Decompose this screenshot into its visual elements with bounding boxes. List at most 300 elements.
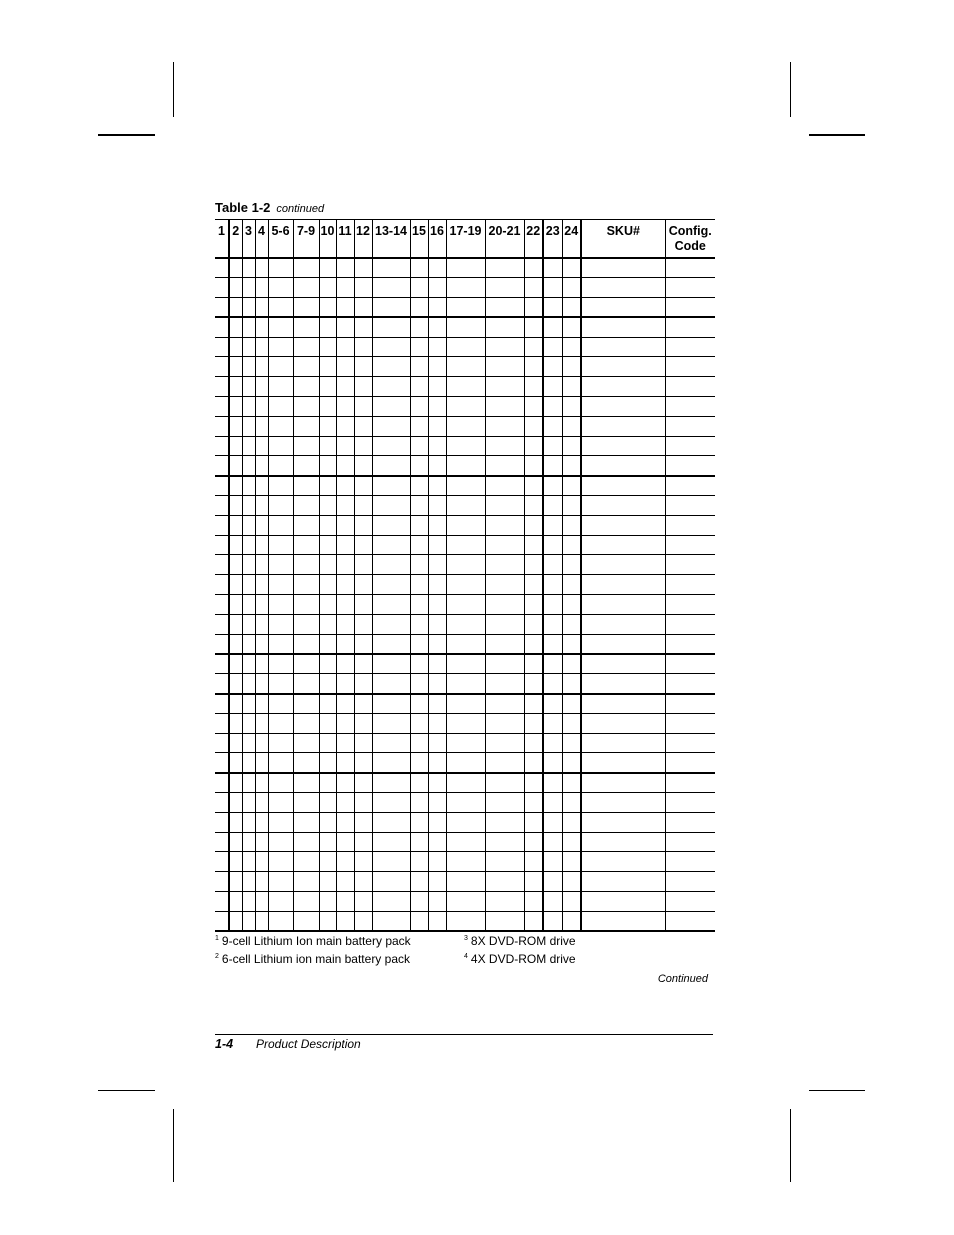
table-cell — [319, 892, 336, 912]
table-cell — [485, 634, 524, 654]
table-row — [215, 773, 715, 793]
table-cell — [336, 515, 354, 535]
table-cell — [215, 258, 229, 278]
table-cell — [372, 397, 410, 417]
table-cell — [255, 416, 268, 436]
table-cell — [524, 397, 543, 417]
table-cell — [543, 337, 562, 357]
table-cell — [336, 377, 354, 397]
table-cell — [336, 753, 354, 773]
table-cell — [410, 674, 428, 694]
table-cell — [665, 832, 715, 852]
table-cell — [543, 812, 562, 832]
column-header: 13-14 — [372, 220, 410, 259]
table-cell — [215, 575, 229, 595]
table-cell — [255, 397, 268, 417]
table-cell — [293, 614, 319, 634]
table-cell — [336, 614, 354, 634]
table-cell — [524, 317, 543, 337]
table-cell — [372, 733, 410, 753]
table-cell — [242, 892, 255, 912]
table-cell — [372, 614, 410, 634]
table-cell — [229, 832, 242, 852]
table-cell — [581, 357, 665, 377]
table-cell — [543, 753, 562, 773]
table-cell — [268, 278, 293, 298]
table-cell — [255, 852, 268, 872]
crop-mark — [809, 134, 865, 136]
table-cell — [543, 852, 562, 872]
table-cell — [354, 674, 372, 694]
table-cell — [229, 496, 242, 516]
table-cell — [543, 892, 562, 912]
table-cell — [255, 496, 268, 516]
column-header: 3 — [242, 220, 255, 259]
table-cell — [485, 317, 524, 337]
table-cell — [336, 298, 354, 318]
table-cell — [485, 357, 524, 377]
table-cell — [215, 773, 229, 793]
table-cell — [354, 753, 372, 773]
table-row — [215, 595, 715, 615]
table-cell — [428, 832, 446, 852]
table-cell — [319, 535, 336, 555]
table-cell — [255, 911, 268, 931]
table-cell — [428, 753, 446, 773]
table-cell — [485, 753, 524, 773]
table-cell — [543, 496, 562, 516]
table-cell — [410, 595, 428, 615]
table-cell — [543, 911, 562, 931]
table-cell — [354, 614, 372, 634]
table-cell — [336, 694, 354, 714]
table-cell — [255, 654, 268, 674]
table-cell — [255, 575, 268, 595]
table-row — [215, 337, 715, 357]
table-cell — [229, 674, 242, 694]
table-cell — [428, 397, 446, 417]
table-cell — [410, 298, 428, 318]
table-cell — [524, 258, 543, 278]
table-cell — [428, 535, 446, 555]
table-cell — [255, 694, 268, 714]
table-cell — [410, 773, 428, 793]
table-cell — [336, 258, 354, 278]
table-cell — [242, 515, 255, 535]
table-cell — [229, 733, 242, 753]
table-cell — [215, 357, 229, 377]
table-cell — [336, 634, 354, 654]
table-cell — [581, 515, 665, 535]
table-row — [215, 258, 715, 278]
table-cell — [319, 634, 336, 654]
table-cell — [524, 515, 543, 535]
table-cell — [229, 575, 242, 595]
table-cell — [268, 575, 293, 595]
table-cell — [410, 753, 428, 773]
column-header: 10 — [319, 220, 336, 259]
table-cell — [242, 456, 255, 476]
table-cell — [665, 674, 715, 694]
table-cell — [543, 278, 562, 298]
column-header: 16 — [428, 220, 446, 259]
table-cell — [410, 634, 428, 654]
table-cell — [543, 317, 562, 337]
table-cell — [268, 416, 293, 436]
table-cell — [215, 535, 229, 555]
table-cell — [336, 674, 354, 694]
table-cell — [229, 634, 242, 654]
table-cell — [255, 713, 268, 733]
table-cell — [336, 496, 354, 516]
table-cell — [665, 278, 715, 298]
table-cell — [581, 832, 665, 852]
table-cell — [428, 872, 446, 892]
table-cell — [581, 575, 665, 595]
table-cell — [293, 753, 319, 773]
table-cell — [665, 694, 715, 714]
table-cell — [485, 892, 524, 912]
table-cell — [446, 614, 485, 634]
table-cell — [485, 713, 524, 733]
configuration-table — [215, 219, 713, 932]
table-cell — [665, 555, 715, 575]
table-cell — [255, 674, 268, 694]
table-cell — [242, 377, 255, 397]
table-cell — [255, 753, 268, 773]
table-cell — [372, 456, 410, 476]
table-cell — [255, 337, 268, 357]
table-cell — [410, 852, 428, 872]
table-cell — [562, 595, 581, 615]
table-cell — [543, 674, 562, 694]
table-cell — [293, 535, 319, 555]
table-cell — [354, 476, 372, 496]
table-cell — [428, 733, 446, 753]
table-cell — [524, 555, 543, 575]
table-cell — [242, 595, 255, 615]
table-cell — [410, 832, 428, 852]
crop-mark — [790, 1109, 791, 1182]
table-cell — [372, 872, 410, 892]
table-cell — [293, 258, 319, 278]
table-cell — [242, 535, 255, 555]
table-cell — [446, 832, 485, 852]
table-cell — [229, 614, 242, 634]
table-cell — [215, 416, 229, 436]
table-cell — [319, 258, 336, 278]
table-cell — [372, 515, 410, 535]
table-cell — [255, 436, 268, 456]
table-cell — [524, 733, 543, 753]
table-cell — [562, 812, 581, 832]
table-cell — [562, 535, 581, 555]
table-cell — [336, 535, 354, 555]
table-cell — [410, 496, 428, 516]
table-cell — [215, 753, 229, 773]
table-cell — [319, 337, 336, 357]
table-cell — [215, 555, 229, 575]
table-cell — [562, 278, 581, 298]
table-cell — [229, 278, 242, 298]
crop-mark — [173, 62, 174, 117]
table-cell — [242, 416, 255, 436]
table-cell — [665, 377, 715, 397]
table-cell — [524, 773, 543, 793]
table-cell — [524, 812, 543, 832]
table-cell — [485, 812, 524, 832]
table-cell — [293, 713, 319, 733]
table-cell — [229, 872, 242, 892]
table-cell — [255, 515, 268, 535]
table-cell — [319, 595, 336, 615]
table-cell — [428, 713, 446, 733]
table-cell — [410, 812, 428, 832]
table-cell — [372, 317, 410, 337]
table-cell — [665, 535, 715, 555]
table-cell — [485, 832, 524, 852]
table-cell — [428, 852, 446, 872]
table-cell — [485, 575, 524, 595]
table-cell — [229, 317, 242, 337]
table-cell — [562, 337, 581, 357]
table-cell — [336, 278, 354, 298]
table-cell — [428, 357, 446, 377]
table-cell — [543, 357, 562, 377]
table-cell — [581, 733, 665, 753]
table-cell — [665, 416, 715, 436]
table-row — [215, 416, 715, 436]
table-cell — [446, 694, 485, 714]
table-cell — [410, 397, 428, 417]
table-cell — [336, 911, 354, 931]
table-cell — [665, 496, 715, 516]
table-cell — [581, 476, 665, 496]
table-cell — [319, 397, 336, 417]
table-cell — [410, 892, 428, 912]
table-cell — [485, 614, 524, 634]
table-cell — [410, 258, 428, 278]
table-cell — [229, 773, 242, 793]
table-row — [215, 496, 715, 516]
table-cell — [665, 852, 715, 872]
table-cell — [293, 575, 319, 595]
footer-rule — [215, 1034, 713, 1035]
table-cell — [428, 416, 446, 436]
table-cell — [410, 575, 428, 595]
table-cell — [581, 753, 665, 773]
crop-mark — [790, 62, 791, 117]
table-cell — [336, 317, 354, 337]
table-cell — [268, 872, 293, 892]
table-cell — [268, 832, 293, 852]
table-cell — [485, 852, 524, 872]
table-cell — [229, 892, 242, 912]
table-cell — [215, 496, 229, 516]
column-header: 23 — [543, 220, 562, 259]
table-cell — [336, 416, 354, 436]
table-cell — [581, 773, 665, 793]
table-cell — [255, 773, 268, 793]
table-cell — [255, 892, 268, 912]
column-header: Config. Code — [665, 220, 715, 259]
table-cell — [293, 357, 319, 377]
table-cell — [229, 555, 242, 575]
table-cell — [354, 298, 372, 318]
table-cell — [410, 357, 428, 377]
table-cell — [215, 812, 229, 832]
table-cell — [293, 397, 319, 417]
table-cell — [336, 892, 354, 912]
table-cell — [446, 377, 485, 397]
table-cell — [293, 812, 319, 832]
table-cell — [665, 317, 715, 337]
table-cell — [215, 733, 229, 753]
table-cell — [268, 911, 293, 931]
table-cell — [255, 793, 268, 813]
table-cell — [562, 872, 581, 892]
table-cell — [665, 753, 715, 773]
table-cell — [562, 753, 581, 773]
table-cell — [354, 773, 372, 793]
table-cell — [242, 911, 255, 931]
table-cell — [485, 377, 524, 397]
table-row — [215, 911, 715, 931]
table-cell — [543, 515, 562, 535]
table-cell — [242, 713, 255, 733]
crop-mark — [98, 134, 155, 136]
table-cell — [524, 634, 543, 654]
table-cell — [215, 872, 229, 892]
table-cell — [354, 793, 372, 813]
table-cell — [268, 535, 293, 555]
table-cell — [562, 694, 581, 714]
table-cell — [293, 872, 319, 892]
table-cell — [242, 555, 255, 575]
table-cell — [543, 258, 562, 278]
table-cell — [255, 357, 268, 377]
table-cell — [485, 298, 524, 318]
table-cell — [428, 634, 446, 654]
table-cell — [410, 476, 428, 496]
table-cell — [562, 634, 581, 654]
table-cell — [319, 575, 336, 595]
table-cell — [215, 298, 229, 318]
table-cell — [372, 416, 410, 436]
table-cell — [410, 436, 428, 456]
table-cell — [242, 793, 255, 813]
table-cell — [485, 496, 524, 516]
table-cell — [319, 872, 336, 892]
table-cell — [319, 456, 336, 476]
table-cell — [581, 614, 665, 634]
table-cell — [319, 911, 336, 931]
table-cell — [665, 436, 715, 456]
table-row — [215, 713, 715, 733]
table-cell — [293, 654, 319, 674]
table-cell — [485, 278, 524, 298]
table-cell — [562, 614, 581, 634]
table-cell — [215, 832, 229, 852]
table-cell — [665, 456, 715, 476]
table-cell — [485, 436, 524, 456]
table-cell — [319, 317, 336, 337]
table-cell — [543, 397, 562, 417]
table-cell — [446, 258, 485, 278]
table-cell — [354, 634, 372, 654]
table-cell — [319, 753, 336, 773]
table-cell — [293, 773, 319, 793]
table-cell — [255, 317, 268, 337]
table-cell — [354, 377, 372, 397]
page-number: 1-4 — [215, 1037, 234, 1051]
crop-mark — [809, 1090, 865, 1091]
table-cell — [543, 298, 562, 318]
table-cell — [293, 416, 319, 436]
table-cell — [242, 357, 255, 377]
table-cell — [229, 812, 242, 832]
table-cell — [242, 278, 255, 298]
table-cell — [581, 298, 665, 318]
table-cell — [581, 911, 665, 931]
table-cell — [268, 773, 293, 793]
table-cell — [562, 476, 581, 496]
table-row — [215, 357, 715, 377]
footnote-1: $^1$ 9-cell Lithium Ion main battery pack — [215, 934, 411, 948]
table-cell — [581, 654, 665, 674]
table-cell — [319, 852, 336, 872]
table-cell — [581, 456, 665, 476]
table-cell — [319, 793, 336, 813]
table-row — [215, 872, 715, 892]
table-cell — [428, 575, 446, 595]
table-cell — [446, 515, 485, 535]
table-cell — [562, 357, 581, 377]
table-cell — [372, 832, 410, 852]
table-cell — [524, 911, 543, 931]
table-cell — [372, 535, 410, 555]
table-cell — [255, 733, 268, 753]
table-cell — [319, 377, 336, 397]
table-cell — [665, 595, 715, 615]
table-cell — [581, 278, 665, 298]
table-cell — [410, 654, 428, 674]
table-cell — [524, 713, 543, 733]
table-cell — [319, 436, 336, 456]
table-cell — [410, 278, 428, 298]
table-cell — [581, 555, 665, 575]
table-cell — [242, 812, 255, 832]
continued-label: Continued — [657, 973, 708, 985]
table-cell — [336, 436, 354, 456]
table-cell — [336, 575, 354, 595]
table-cell — [524, 456, 543, 476]
table-row — [215, 377, 715, 397]
table-cell — [354, 456, 372, 476]
table-cell — [562, 496, 581, 516]
table-cell — [410, 713, 428, 733]
table-row — [215, 515, 715, 535]
table-cell — [372, 634, 410, 654]
table-cell — [543, 595, 562, 615]
table-cell — [255, 278, 268, 298]
table-cell — [229, 753, 242, 773]
table-cell — [354, 911, 372, 931]
table-cell — [524, 496, 543, 516]
table-cell — [581, 258, 665, 278]
table-cell — [354, 654, 372, 674]
table-cell — [581, 674, 665, 694]
